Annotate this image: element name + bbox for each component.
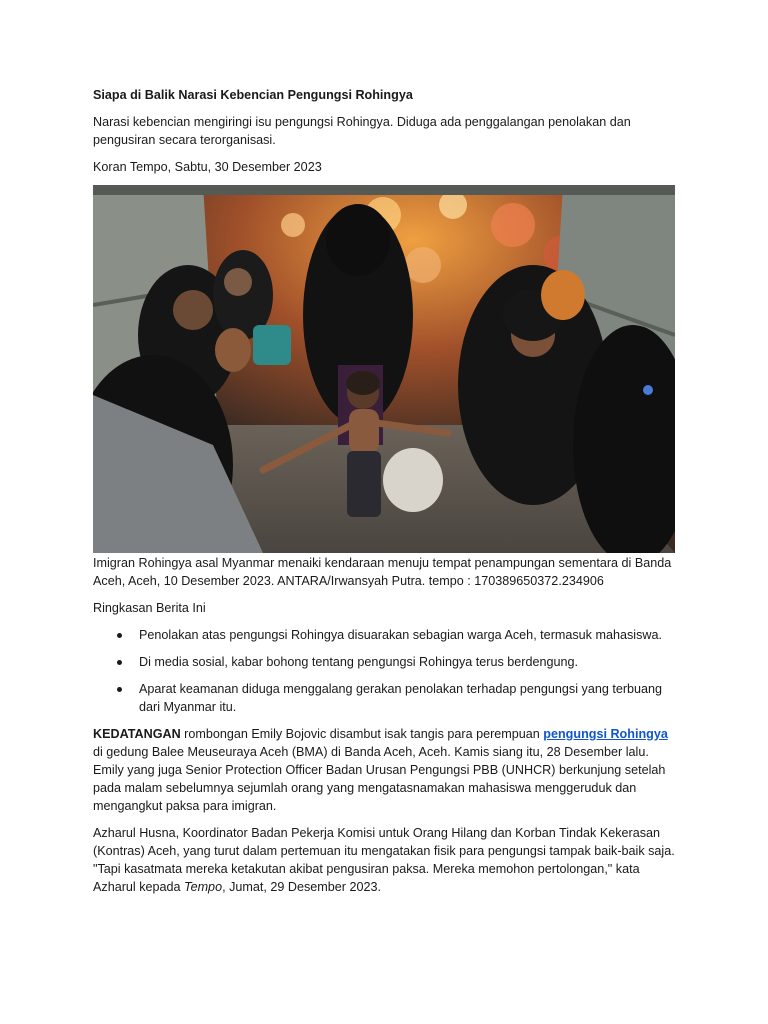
paragraph-text: rombongan Emily Bojovic disambut isak tangis para perempuan <box>180 727 544 741</box>
paragraph-text: , Jumat, 29 Desember 2023. <box>222 880 381 894</box>
summary-item <box>93 680 678 716</box>
summary-item <box>93 653 678 671</box>
paragraph-text: di gedung Balee Meuseuraya Aceh (BMA) di Banda Aceh, Aceh. Kamis siang itu, 28 Desember lalu. Emily yang juga Senior Protection Officer Badan Urusan Pengungsi PBB (UNHCR) berkunjung setelah pada malam sebelumnya sejumlah orang yang mengatasnamakan mahasiswa menggeruduk dan mengangkut paksa para imigran. <box>93 745 666 813</box>
article-body <box>93 86 678 905</box>
bullet-icon <box>117 633 122 638</box>
summary-item <box>93 626 678 644</box>
article-photo <box>93 185 675 553</box>
paragraph-1 <box>93 725 678 815</box>
summary-item-text: Penolakan atas pengungsi Rohingya disuarakan sebagian warga Aceh, termasuk mahasiswa. <box>139 628 662 642</box>
summary-list <box>93 626 678 716</box>
bullet-icon <box>117 660 122 665</box>
photo-caption: Imigran Rohingya asal Myanmar menaiki kendaraan menuju tempat penampungan sementara di Banda Aceh, Aceh, 10 Desember 2023. ANTARA/Irwansyah Putra. tempo : 170389650372.234906 <box>93 556 672 588</box>
summary-item-text: Aparat keamanan diduga menggalang gerakan penolakan terhadap pengungsi yang terbuang dari Myanmar itu. <box>139 682 663 714</box>
lede-word: KEDATANGAN <box>93 727 181 741</box>
rohingya-link[interactable]: pengungsi Rohingya <box>543 727 668 741</box>
bullet-icon <box>117 687 122 692</box>
summary-item-text: Di media sosial, kabar bohong tentang pengungsi Rohingya terus berdengung. <box>139 655 578 669</box>
article-title: Siapa di Balik Narasi Kebencian Pengungsi Rohingya <box>93 88 413 102</box>
refugee-photo-illustration <box>93 185 675 553</box>
article-lead: Narasi kebencian mengiringi isu pengungsi Rohingya. Diduga ada penggalangan penolakan dan pengusiran secara terorganisasi. <box>93 115 631 147</box>
publication-name: Tempo <box>184 880 223 894</box>
paragraph-text: Azharul Husna, Koordinator Badan Pekerja Komisi untuk Orang Hilang dan Korban Tindak Kekerasan (Kontras) Aceh, yang turut dalam pertemuan itu mengatakan fisik para pengungsi tampak baik-baik saja. "Tapi kasatmata mereka ketakutan akibat pengusiran paksa. Mereka memohon pertolongan," kata Azharul kepada <box>93 826 675 894</box>
summary-heading: Ringkasan Berita Ini <box>93 601 206 615</box>
article-source: Koran Tempo, Sabtu, 30 Desember 2023 <box>93 160 322 174</box>
paragraph-2 <box>93 824 678 896</box>
